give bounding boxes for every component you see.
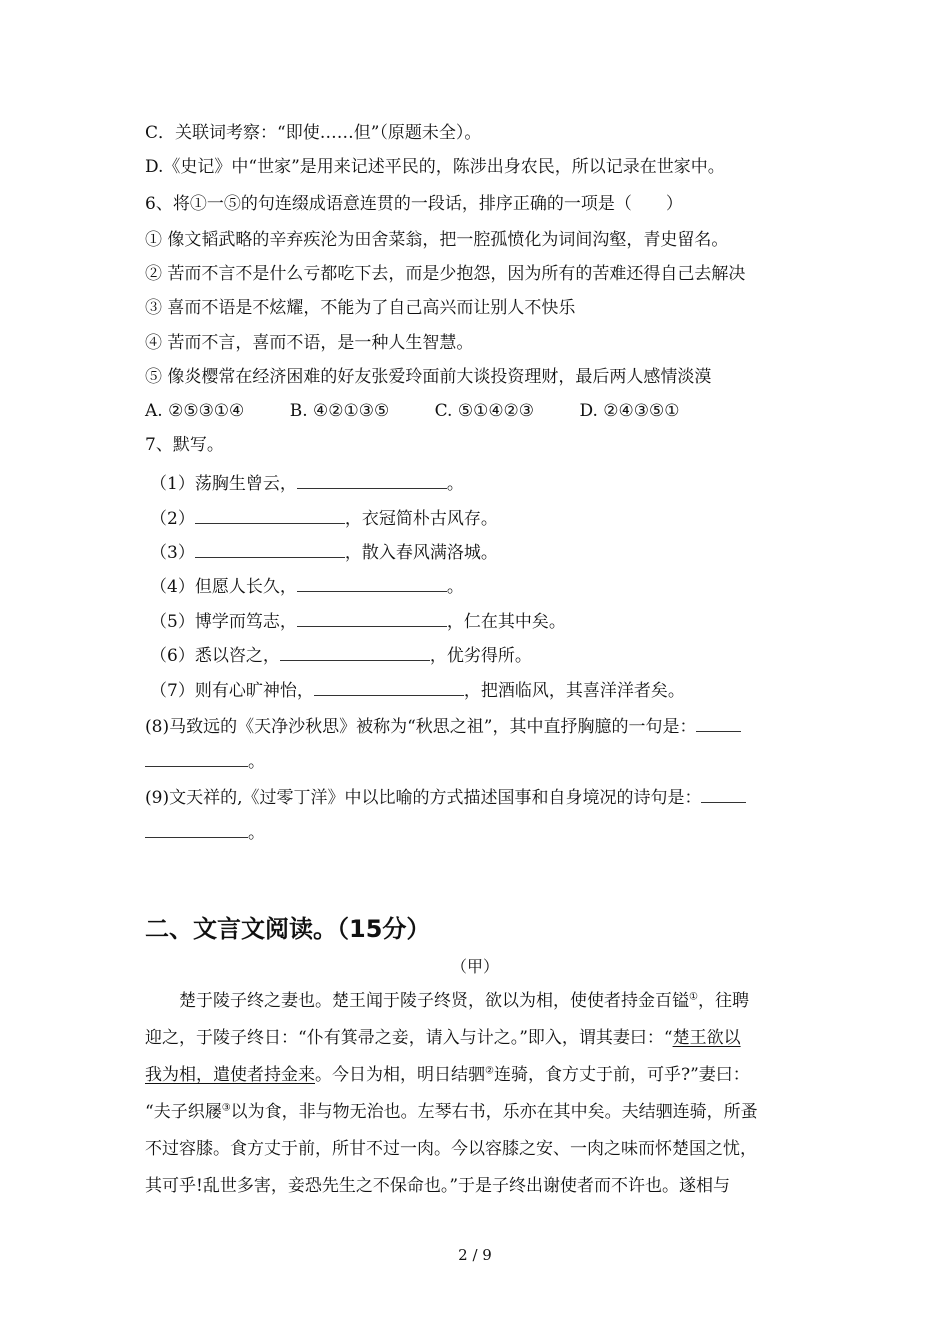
answer-blank[interactable] — [195, 539, 345, 558]
answer-blank[interactable] — [297, 573, 447, 592]
passage-line — [145, 1020, 810, 1057]
q6-option-d: D. ②④③⑤① — [579, 401, 680, 421]
answer-blank[interactable] — [195, 505, 345, 524]
q7-line-2 — [150, 505, 815, 530]
q7-line-8 — [145, 713, 810, 738]
q6-item-3: ③ 喜而不语是不炫耀，不能为了自己高兴而让别人不快乐 — [145, 298, 576, 318]
q6-option-a: A. ②⑤③①④ — [145, 401, 245, 421]
q7-line-3-text: （3） — [150, 543, 195, 563]
q5-option-c: C．关联词考察：“即使……但”（原题未全）。 — [145, 123, 482, 143]
passage-line — [145, 1057, 810, 1094]
q7-line-4-end: 。 — [446, 577, 464, 597]
footnote-marker: ① — [689, 991, 698, 1003]
q6-option-b: B. ④②①③⑤ — [289, 401, 390, 421]
q7-line-9-cont — [145, 819, 810, 844]
answer-blank[interactable] — [297, 470, 447, 489]
section-title: 二、文言文阅读。（15分） — [145, 915, 431, 943]
q7-line-6 — [150, 642, 815, 667]
q7-stem: 7、默写。 — [145, 435, 224, 455]
q7-line-9-end: 。 — [248, 823, 265, 843]
passage-line — [145, 1094, 810, 1131]
q6-stem: 6、将①一⑤的句连缀成语意连贯的一段话，排序正确的一项是（ ） — [145, 194, 683, 214]
underlined-sentence: 我为相，遣使者持金来 — [145, 1065, 315, 1085]
passage-fragment: 以为食，非与物无治也。左琴右书，乐亦在其中矣。夫结驷连骑，所蚤 — [230, 1102, 758, 1122]
answer-blank[interactable] — [145, 819, 248, 838]
q7-line-6-text: （6）悉以咨之， — [150, 646, 280, 666]
q7-line-5-end: ，仁在其中矣。 — [446, 612, 566, 632]
q7-line-5-text: （5）博学而笃志， — [150, 612, 297, 632]
passage-fragment: 迎之，于陵子终日：“仆有箕帚之妾，请入与计之。”即入，谓其妻曰：“ — [145, 1028, 673, 1048]
answer-blank[interactable] — [297, 608, 447, 627]
passage-line — [145, 983, 810, 1020]
q7-line-2-text: （2） — [150, 509, 195, 529]
answer-blank[interactable] — [696, 713, 741, 732]
q7-line-1 — [150, 470, 815, 495]
answer-blank[interactable] — [314, 677, 464, 696]
q7-line-8-cont — [145, 748, 810, 773]
passage-text — [145, 983, 810, 1205]
q7-line-4-text: （4）但愿人长久， — [150, 577, 297, 597]
passage-line: 其可乎!乱世多害，妾恐先生之不保命也。”于是子终出谢使者而不许也。遂相与 — [145, 1176, 731, 1196]
passage-label: （甲） — [450, 957, 499, 976]
q7-line-5 — [150, 608, 815, 633]
q6-options — [145, 400, 810, 422]
passage-fragment: ，往聘 — [697, 991, 749, 1011]
q6-item-5: ⑤ 像炎樱常在经济困难的好友张爱玲面前大谈投资理财，最后两人感情淡漠 — [145, 367, 712, 387]
q7-line-9-text: (9)文天祥的,《过零丁洋》中以比喻的方式描述国事和自身境况的诗句是： — [145, 788, 702, 808]
footnote-marker: ③ — [221, 1102, 231, 1114]
q7-line-1-end: 。 — [446, 474, 464, 494]
q7-line-2-end: ，衣冠简朴古风存。 — [344, 509, 498, 529]
passage-line: 不过容膝。食方丈于前，所甘不过一肉。今以容膝之安、一肉之味而怀楚国之忧， — [145, 1139, 757, 1159]
q7-line-3-end: ，散入春风满洛城。 — [344, 543, 498, 563]
passage-fragment: 楚于陵子终之妻也。楚王闻于陵子终贤，欲以为相，使使者持金百镒 — [179, 991, 689, 1011]
page-number: 2 / 9 — [458, 1246, 492, 1264]
q7-line-7 — [150, 677, 815, 702]
q7-line-3 — [150, 539, 815, 564]
q7-line-4 — [150, 573, 815, 598]
q6-option-c: C. ⑤①④②③ — [434, 401, 535, 421]
q7-line-7-text: （7）则有心旷神怡， — [150, 681, 314, 701]
passage-fragment: “夫子织屦 — [145, 1102, 222, 1122]
q5-option-d: D.《史记》中“世家”是用来记述平民的，陈涉出身农民，所以记录在世家中。 — [145, 157, 725, 177]
answer-blank[interactable] — [145, 748, 248, 767]
footnote-marker: ② — [485, 1065, 494, 1077]
underlined-sentence: 楚王欲以 — [672, 1028, 741, 1048]
q7-line-7-end: ，把酒临风，其喜洋洋者矣。 — [463, 681, 685, 701]
q7-line-1-text: （1）荡胸生曾云， — [150, 474, 297, 494]
q7-line-8-text: (8)马致远的《天净沙秋思》被称为“秋思之祖”，其中直抒胸臆的一句是： — [145, 717, 697, 737]
q7-line-8-end: 。 — [248, 752, 265, 772]
q6-item-4: ④ 苦而不言，喜而不语，是一种人生智慧。 — [145, 333, 474, 353]
passage-fragment: 连骑，食方丈于前，可乎?”妻曰： — [493, 1065, 750, 1085]
q7-line-6-end: ，优劣得所。 — [429, 646, 532, 666]
answer-blank[interactable] — [701, 784, 746, 803]
answer-blank[interactable] — [280, 642, 430, 661]
q6-item-2: ② 苦而不言不是什么亏都吃下去，而是少抱怨，因为所有的苦难还得自己去解决 — [145, 264, 746, 284]
q7-line-9 — [145, 784, 810, 809]
passage-fragment: 。今日为相，明日结驷 — [315, 1065, 485, 1085]
q6-item-1: ① 像文韬武略的辛弃疾沦为田舍菜翁，把一腔孤愤化为词间沟壑，青史留名。 — [145, 230, 729, 250]
